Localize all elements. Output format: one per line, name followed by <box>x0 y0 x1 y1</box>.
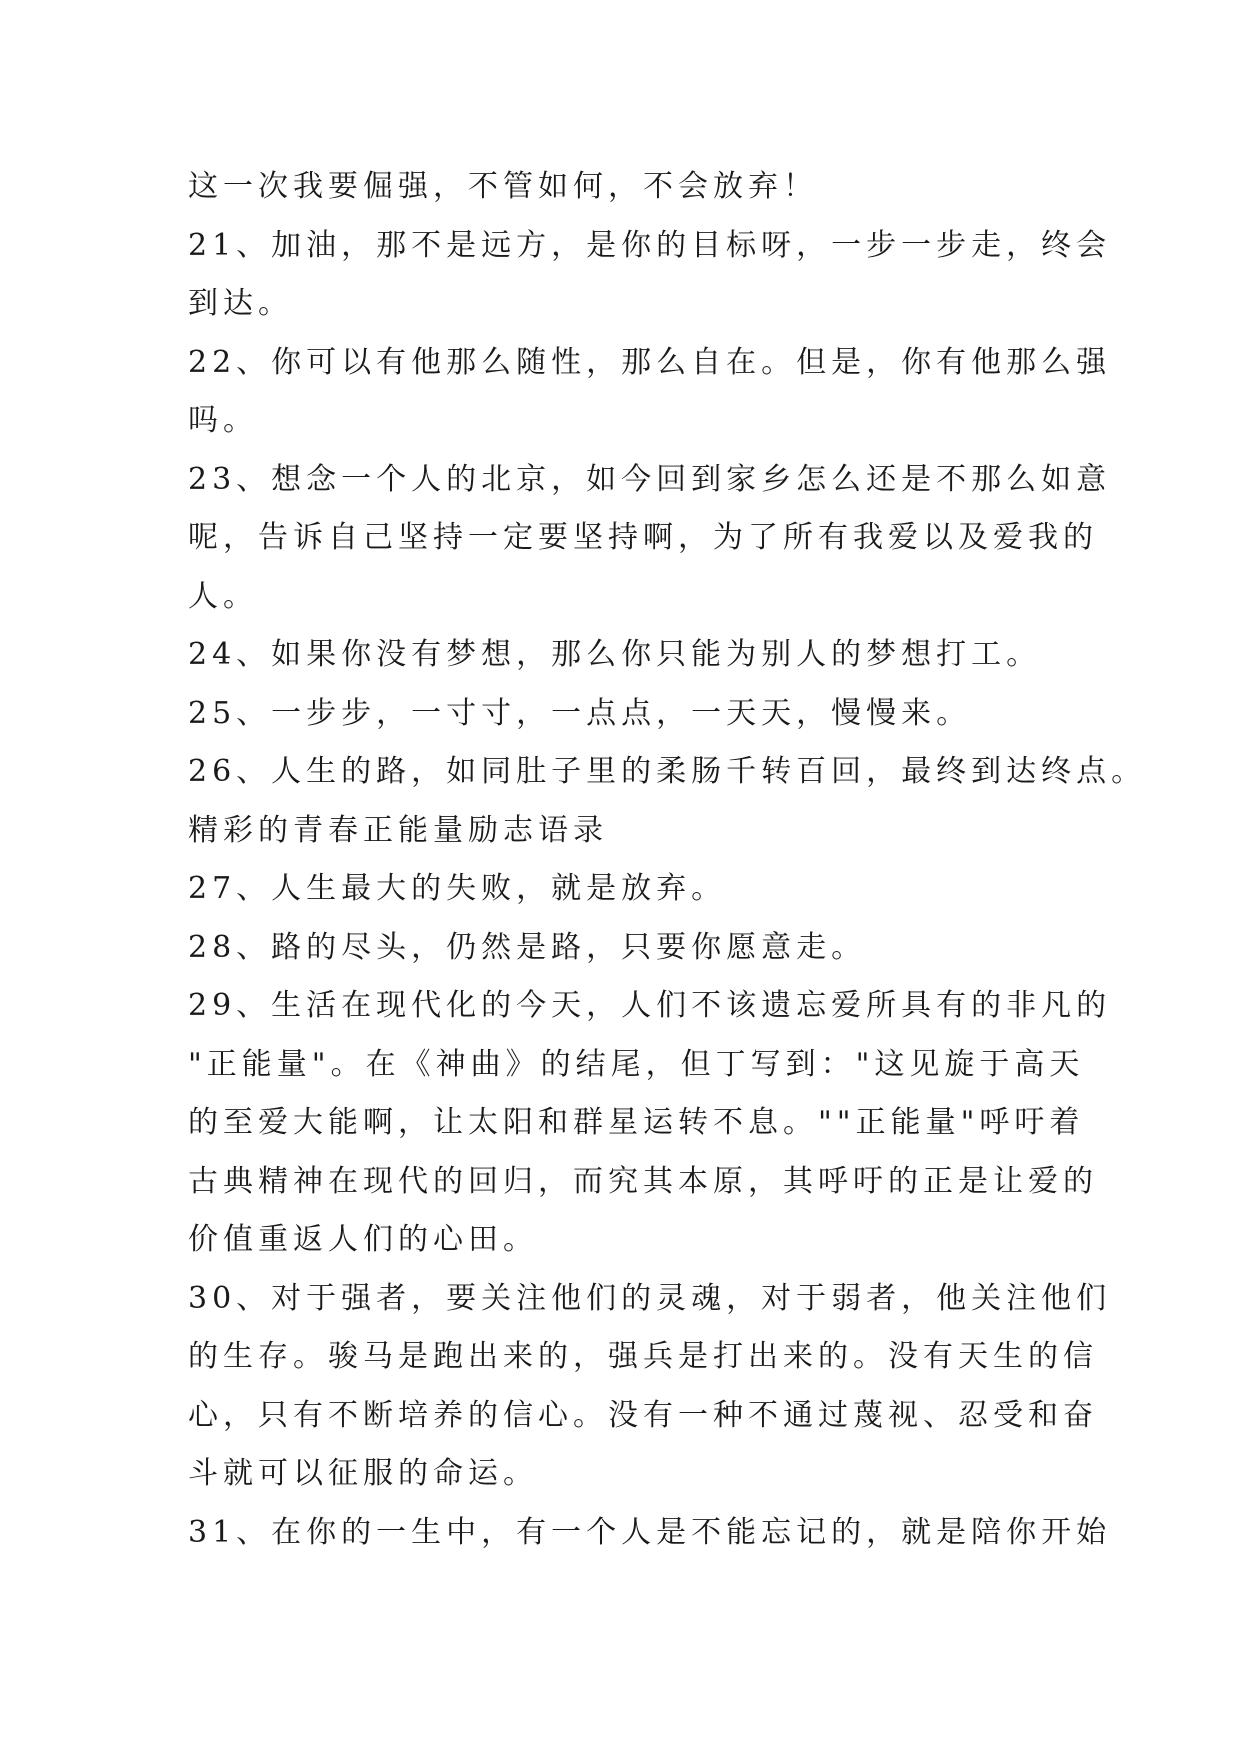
text-line: 24、如果你没有梦想，那么你只能为别人的梦想打工。 <box>188 637 1042 672</box>
text-line: 22、你可以有他那么随性，那么自在。但是，你有他那么强 <box>188 344 1112 380</box>
text-line: 这一次我要倔强，不管如何，不会放弃！ <box>188 169 818 204</box>
text-line: 古典精神在现代的回归，而究其本原，其呼吁的正是让爱的 <box>188 1163 1098 1199</box>
text-line: 心，只有不断培养的信心。没有一种不通过蔑视、忍受和奋 <box>188 1397 1098 1433</box>
text-line: 的至爱大能啊，让太阳和群星运转不息。""正能量"呼吁着 <box>188 1105 1085 1140</box>
document-body <box>188 158 1147 1562</box>
section-heading: 精彩的青春正能量励志语录 <box>188 812 608 848</box>
text-line: 21、加油，那不是远方，是你的目标呀，一步一步走，终会 <box>188 227 1112 263</box>
text-line: 25、一步步，一寸寸，一点点，一天天，慢慢来。 <box>188 695 972 731</box>
text-line: 到达。 <box>188 286 293 321</box>
text-line: 30、对于强者，要关注他们的灵魂，对于弱者，他关注他们 <box>188 1280 1112 1316</box>
text-line: 人。 <box>188 578 258 614</box>
text-line: 31、在你的一生中，有一个人是不能忘记的，就是陪你开始 <box>188 1514 1112 1550</box>
text-line: 28、路的尽头，仍然是路，只要你愿意走。 <box>188 929 867 965</box>
text-line: 29、生活在现代化的今天，人们不该遗忘爱所具有的非凡的 <box>188 988 1112 1023</box>
text-line: 26、人生的路，如同肚子里的柔肠千转百回，最终到达终点。 <box>188 754 1147 789</box>
text-line: 斗就可以征服的命运。 <box>188 1456 538 1491</box>
text-line: 27、人生最大的失败，就是放弃。 <box>188 871 727 906</box>
text-line: 的生存。骏马是跑出来的，强兵是打出来的。没有天生的信 <box>188 1339 1098 1374</box>
text-line: 23、想念一个人的北京，如今回到家乡怎么还是不那么如意 <box>188 461 1112 497</box>
text-line: 吗。 <box>188 403 258 438</box>
text-line: "正能量"。在《神曲》的结尾，但丁写到："这见旋于高天 <box>188 1046 1085 1082</box>
text-line: 呢，告诉自己坚持一定要坚持啊，为了所有我爱以及爱我的 <box>188 520 1098 555</box>
text-line: 价值重返人们的心田。 <box>188 1222 538 1257</box>
